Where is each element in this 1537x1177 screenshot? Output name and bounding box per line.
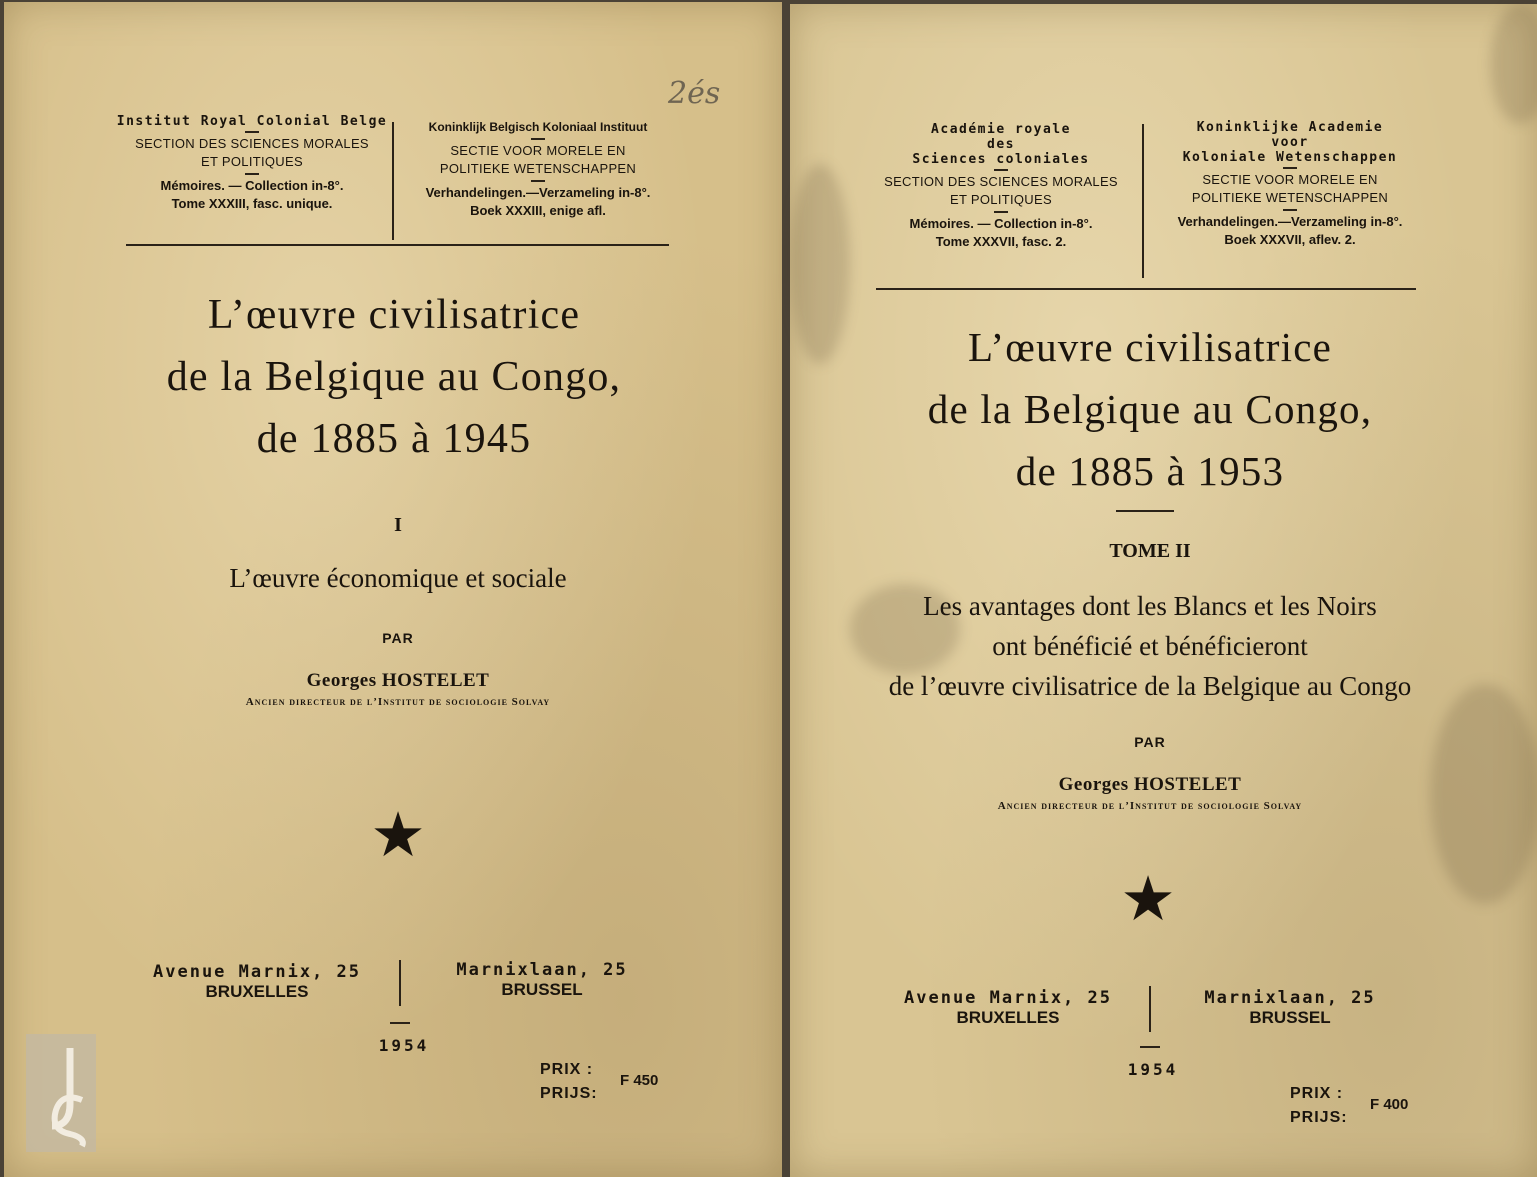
- pencil-annotation: 2és: [668, 76, 721, 111]
- institution-name: Institut Royal Colonial Belge: [116, 114, 388, 129]
- section-line: POLITIEKE WETENSCHAPPEN: [1191, 190, 1389, 205]
- price-labels: [540, 1058, 598, 1106]
- book-title: [830, 316, 1470, 502]
- year-dash: [1140, 1046, 1160, 1048]
- institution-name: Sciences coloniales: [912, 152, 1090, 167]
- subtitle-line: ont bénéficié et bénéficieront: [992, 631, 1308, 661]
- seller-logo-icon: [26, 1034, 96, 1152]
- section-line: POLITIEKE WETENSCHAPPEN: [439, 161, 637, 176]
- price-labels: [1290, 1082, 1348, 1130]
- book-title: [64, 284, 724, 470]
- collection-line: Tome XXXVII, fasc. 2.: [935, 234, 1067, 249]
- publisher-address-french: [132, 962, 382, 1002]
- header-vertical-divider: [1142, 124, 1144, 278]
- price-value: F 400: [1370, 1096, 1409, 1113]
- dash-divider: [1283, 209, 1297, 211]
- institution-name: Académie royale: [931, 122, 1071, 137]
- prix-label: PRIX :: [540, 1061, 594, 1078]
- publication-year: 1954: [1127, 1060, 1179, 1079]
- header-rule: [126, 244, 669, 246]
- dash-divider: [994, 211, 1008, 213]
- title-line: de 1885 à 1953: [1015, 448, 1285, 494]
- institution-name: voor: [1271, 135, 1309, 150]
- address-divider: [399, 960, 401, 1006]
- star-icon: ★: [1120, 862, 1176, 935]
- collection-line: Boek XXXVII, aflev. 2.: [1224, 232, 1356, 247]
- title-line: L’œuvre civilisatrice: [207, 292, 581, 338]
- volume-label: TOME II: [1109, 540, 1191, 562]
- title-line: de la Belgique au Congo,: [166, 354, 622, 400]
- author-name: Georges HOSTELET: [1058, 774, 1242, 795]
- title-line: de 1885 à 1945: [256, 416, 532, 462]
- city-name: BRUXELLES: [205, 982, 309, 1001]
- author-role: Ancien directeur de l’Institut de sociologie Solvay: [997, 800, 1303, 812]
- star-icon: ★: [370, 798, 426, 871]
- publisher-address-french: [886, 988, 1130, 1028]
- left-book-cover: [4, 2, 782, 1177]
- institution-name: des: [987, 137, 1015, 152]
- section-line: ET POLITIQUES: [950, 192, 1052, 207]
- address-divider: [1149, 986, 1151, 1032]
- prix-label: PRIX :: [1290, 1085, 1344, 1102]
- title-line: de la Belgique au Congo,: [927, 386, 1373, 432]
- subtitle-line: Les avantages dont les Blancs et les Noirs: [923, 591, 1377, 621]
- author-role: Ancien directeur de l’Institut de sociologie Solvay: [245, 696, 551, 708]
- section-line: SECTIE VOOR MORELE EN: [450, 143, 626, 158]
- institution-name: Koninklijk Belgisch Koloniaal Instituut: [428, 120, 648, 134]
- publication-year: 1954: [378, 1036, 430, 1055]
- institution-name: Koninklijke Academie: [1196, 120, 1384, 135]
- city-name: BRUSSEL: [501, 980, 583, 999]
- par-label: PAR: [1134, 734, 1166, 750]
- street-address: Marnixlaan, 25: [456, 960, 628, 980]
- collection-line: Tome XXXIII, fasc. unique.: [171, 196, 333, 211]
- left-header-french: [112, 114, 392, 213]
- right-header-dutch: [1150, 120, 1430, 249]
- collection-line: Mémoires. — Collection in-8°.: [909, 216, 1093, 231]
- price-value: F 450: [620, 1072, 659, 1089]
- paper-stain: [1490, 4, 1537, 124]
- volume-label: I: [394, 514, 402, 536]
- dash-divider: [245, 131, 259, 133]
- street-address: Avenue Marnix, 25: [153, 962, 361, 982]
- collection-line: Verhandelingen.—Verzameling in-8°.: [1177, 214, 1403, 229]
- year-dash: [390, 1022, 410, 1024]
- left-header-dutch: [400, 118, 676, 220]
- prijs-label: PRIJS:: [1290, 1109, 1348, 1126]
- city-name: BRUSSEL: [1249, 1008, 1331, 1027]
- prijs-label: PRIJS:: [540, 1085, 598, 1102]
- collection-line: Boek XXXIII, enige afl.: [470, 203, 606, 218]
- publisher-address-dutch: [422, 960, 662, 1000]
- header-rule: [876, 288, 1416, 290]
- par-label: PAR: [382, 630, 414, 646]
- publisher-address-dutch: [1170, 988, 1410, 1028]
- dash-divider: [531, 138, 545, 140]
- title-line: L’œuvre civilisatrice: [967, 324, 1333, 370]
- institution-name: Koloniale Wetenschappen: [1182, 150, 1398, 165]
- dash-divider: [994, 169, 1008, 171]
- section-line: SECTIE VOOR MORELE EN: [1202, 172, 1378, 187]
- title-underline: [1116, 510, 1174, 512]
- dash-divider: [1283, 167, 1297, 169]
- section-line: SECTION DES SCIENCES MORALES: [135, 136, 369, 151]
- dash-divider: [531, 180, 545, 182]
- author-name: Georges HOSTELET: [306, 670, 490, 691]
- dash-divider: [245, 173, 259, 175]
- section-line: SECTION DES SCIENCES MORALES: [884, 174, 1118, 189]
- collection-line: Verhandelingen.—Verzameling in-8°.: [425, 185, 651, 200]
- right-book-cover: [790, 4, 1537, 1177]
- subtitle-line: de l’œuvre civilisatrice de la Belgique au Congo: [888, 671, 1412, 701]
- collection-line: Mémoires. — Collection in-8°.: [160, 178, 344, 193]
- street-address: Avenue Marnix, 25: [904, 988, 1112, 1008]
- header-vertical-divider: [392, 122, 394, 240]
- street-address: Marnixlaan, 25: [1204, 988, 1376, 1008]
- right-header-french: [870, 122, 1132, 251]
- book-subtitle: [830, 586, 1470, 706]
- book-subtitle: L’œuvre économique et sociale: [229, 563, 567, 593]
- city-name: BRUXELLES: [956, 1008, 1060, 1027]
- section-line: ET POLITIQUES: [201, 154, 303, 169]
